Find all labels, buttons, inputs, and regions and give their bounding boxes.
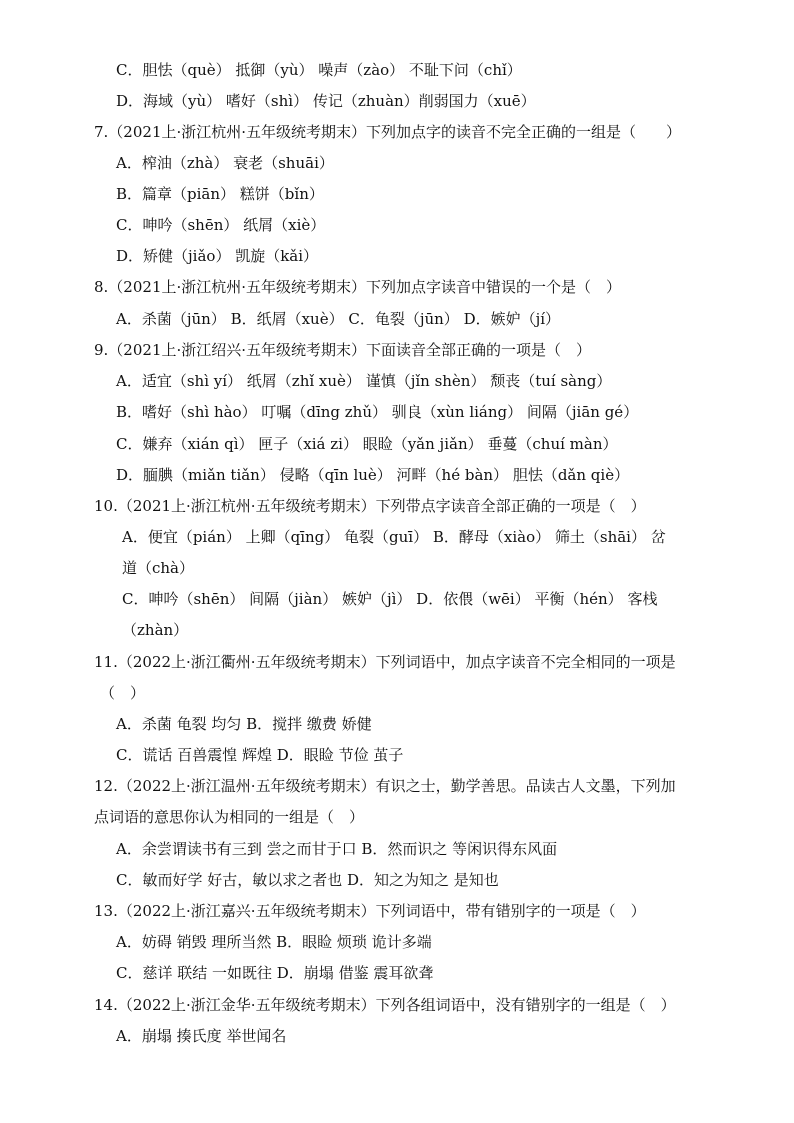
q12-options-cd: C．敏而好学 好古，敏以求之者也 D．知之为知之 是知也: [116, 871, 499, 889]
q8-options: A．杀菌（jūn） B．纸屑（xuè） C．龟裂（jūn） D．嫉妒（jí）: [116, 310, 561, 328]
q9-option-b: B．嗜好（shì hào） 叮嘱（dīng zhǔ） 驯良（xùn liáng） 间隔（jiān gé）: [116, 403, 639, 421]
question-12-cont: 点词语的意思你认为相同的一组是（ ）: [94, 808, 365, 826]
question-9: 9.（2021上·浙江绍兴·五年级统考期末）下面读音全部正确的一项是（ ）: [94, 341, 592, 359]
q7-option-c: C．呻吟（shēn） 纸屑（xiè）: [116, 216, 326, 234]
q6-option-c: C．胆怯（què） 抵御（yù） 噪声（zào） 不耻下问（chǐ）: [116, 61, 522, 79]
q10-options-ab: A．便宜（pián） 上卿（qīng） 龟裂（guī） B．酵母（xiào） 筛土（shāi） 岔: [122, 528, 666, 546]
question-11: 11.（2022上·浙江衢州·五年级统考期末）下列词语中，加点字读音不完全相同的一项是: [94, 653, 676, 671]
question-14: 14.（2022上·浙江金华·五年级统考期末）下列各组词语中，没有错别字的一组是（ ）: [94, 996, 676, 1014]
q9-option-c: C．嫌弃（xián qì） 匣子（xiá zi） 眼睑（yǎn jiǎn） 垂蔓（chuí màn）: [116, 435, 618, 453]
q7-option-d: D．矫健（jiǎo） 凯旋（kǎi）: [116, 247, 319, 265]
question-7: 7.（2021上·浙江杭州·五年级统考期末）下列加点字的读音不完全正确的一组是（ ）: [94, 123, 682, 141]
q6-option-d: D．海域（yù） 嗜好（shì） 传记（zhuàn）削弱国力（xuē）: [116, 92, 536, 110]
q7-option-a: A．榨油（zhà） 衰老（shuāi）: [116, 154, 334, 172]
q10-options-ab-cont: 道（chà）: [122, 559, 195, 577]
q13-options-ab: A．妨碍 销毁 理所当然 B．眼睑 烦琐 诡计多端: [116, 933, 432, 951]
q12-options-ab: A．余尝谓读书有三到 尝之而甘于口 B．然而识之 等闲识得东风面: [116, 840, 558, 858]
q7-option-b: B．篇章（piān） 糕饼（bǐn）: [116, 185, 324, 203]
q9-option-d: D．腼腆（miǎn tiǎn） 侵略（qīn luè） 河畔（hé bàn） 胆怯（dǎn qiè）: [116, 466, 630, 484]
q11-options-cd: C．谎话 百兽震惶 辉煌 D．眼睑 节俭 茧子: [116, 746, 404, 764]
question-8: 8.（2021上·浙江杭州·五年级统考期末）下列加点字读音中错误的一个是（ ）: [94, 278, 622, 296]
q13-options-cd: C．慈详 联结 一如既往 D．崩塌 借鉴 震耳欲聋: [116, 964, 434, 982]
question-11-cont: （ ）: [100, 684, 146, 702]
question-10: 10.（2021上·浙江杭州·五年级统考期末）下列带点字读音全部正确的一项是（ ）: [94, 497, 646, 515]
q10-options-cd: C．呻吟（shēn） 间隔（jiàn） 嫉妒（jì） D．依偎（wēi） 平衡（hén） 客栈: [122, 590, 658, 608]
q11-options-ab: A．杀菌 龟裂 均匀 B．搅拌 缴费 娇健: [116, 715, 372, 733]
question-13: 13.（2022上·浙江嘉兴·五年级统考期末）下列词语中，带有错别字的一项是（ ）: [94, 902, 646, 920]
q9-option-a: A．适宜（shì yí） 纸屑（zhǐ xuè） 谨慎（jǐn shèn） 颓丧（tuí sàng）: [116, 372, 612, 390]
q10-options-cd-cont: （zhàn）: [122, 621, 189, 639]
q14-option-a: A．崩塌 揍氏度 举世闻名: [116, 1027, 287, 1045]
question-12: 12.（2022上·浙江温州·五年级统考期末）有识之士，勤学善思。品读古人文墨，下列加: [94, 777, 676, 795]
